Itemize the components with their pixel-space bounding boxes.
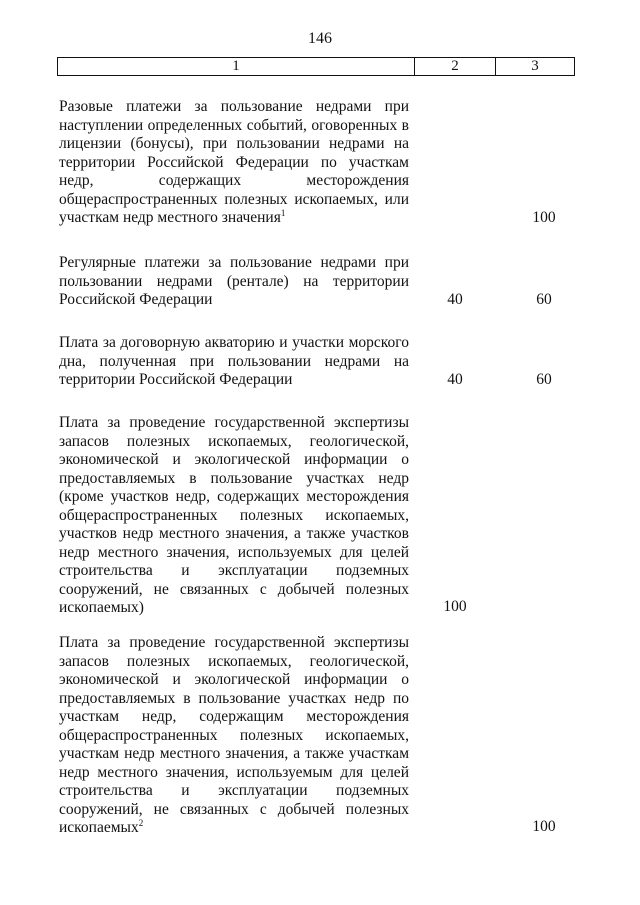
page-number: 146 <box>308 30 332 47</box>
row-value-col3: 60 <box>536 371 552 388</box>
row-description: Плата за проведение государственной экспертизы запасов полезных ископаемых, геологической, экономической и экологической информации о предоставляемых в пользование участках недр (кроме участков недр, содержащих месторождения общераспространенных полезных ископаемых, участков недр местного значения, а также участков недр местного значения, используемых для целей строительства и эксплуатации подземных сооружений, не связанных с добычей полезных ископаемых) <box>59 414 409 616</box>
row-description: Регулярные платежи за пользование недрами при пользовании недрами (рентале) на территории Российской Федерации <box>59 254 409 308</box>
row-value-col3: 100 <box>532 209 556 226</box>
row-value-col2: 40 <box>447 371 463 388</box>
row-description: Плата за проведение государственной экспертизы запасов полезных ископаемых, геологической, экономической и экологической информации о предоставляемых в пользование участках недр по участкам недр, содержащим месторождения общераспространенных полезных ископаемых, участкам недр местного значения, а также участкам недр местного значения, используемым для целей строительства и эксплуатации подземных сооружений, не связанных с добычей полезных ископаемых$^2$ <box>59 634 409 836</box>
footnote-marker: 2 <box>138 817 144 828</box>
footnote-marker: 1 <box>280 207 286 218</box>
row-description: Разовые платежи за пользование недрами при наступлении определенных событий, оговоренных в лицензии (бонусы), при пользовании недрами на территории Российской Федерации по участкам недр, содержащих месторождения общераспространенных полезных ископаемых, или участкам недр местного значения$^1$ <box>59 98 409 226</box>
row-value-col3: 100 <box>532 818 556 835</box>
row-value-col2: 40 <box>447 291 463 308</box>
table-header <box>57 57 575 76</box>
header-col-3: 3 <box>531 58 539 74</box>
row-description: Плата за договорную акваторию и участки морского дна, полученная при пользовании недрами на территории Российской Федерации <box>59 334 409 388</box>
header-col-1: 1 <box>58 58 415 75</box>
row-value-col2: 100 <box>443 598 467 615</box>
row-value-col3: 60 <box>536 291 552 308</box>
header-col-2: 2 <box>415 58 496 75</box>
